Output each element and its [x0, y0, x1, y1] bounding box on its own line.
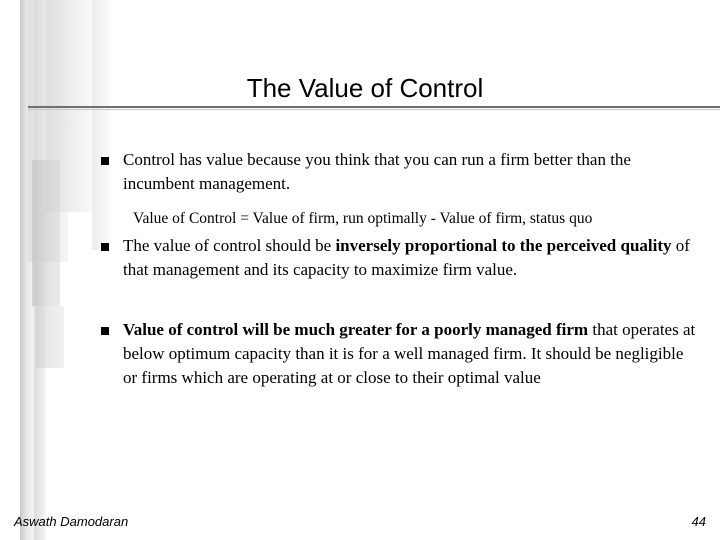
bullet-2-text-part: The value of control should be	[123, 236, 336, 255]
slide-title: The Value of Control	[246, 73, 484, 103]
bullet-text-2	[123, 234, 698, 282]
bullet-2-emphasis: inversely proportional to the perceived quality	[335, 236, 672, 255]
decorative-bar	[92, 0, 110, 250]
decorative-bar	[36, 306, 64, 368]
title-divider	[28, 106, 720, 108]
bullet-3-text-part: that operates at below optimum capacity than it is for a well managed firm. It should be negligible or firms which are operating at or close to their optimal value	[123, 320, 696, 387]
decorative-bar	[32, 160, 60, 306]
bullet-3-emphasis: Value of control will be much greater for a poorly managed firm	[123, 320, 589, 339]
bullet-2-text-part: of that management and its capacity to maximize firm value.	[123, 236, 690, 279]
bullet-text-1: Control has value because you think that you can run a firm better than the incumbent management.	[123, 150, 631, 193]
page-number: 44	[691, 514, 706, 529]
title-divider-shadow	[28, 109, 720, 110]
bullet-square-icon	[101, 243, 109, 251]
formula-text: Value of Control = Value of firm, run optimally - Value of firm, status quo	[133, 210, 593, 227]
bullet-square-icon	[101, 327, 109, 335]
footer-author: Aswath Damodaran	[14, 514, 129, 529]
bullet-square-icon	[101, 157, 109, 165]
bullet-text-3	[123, 318, 698, 390]
